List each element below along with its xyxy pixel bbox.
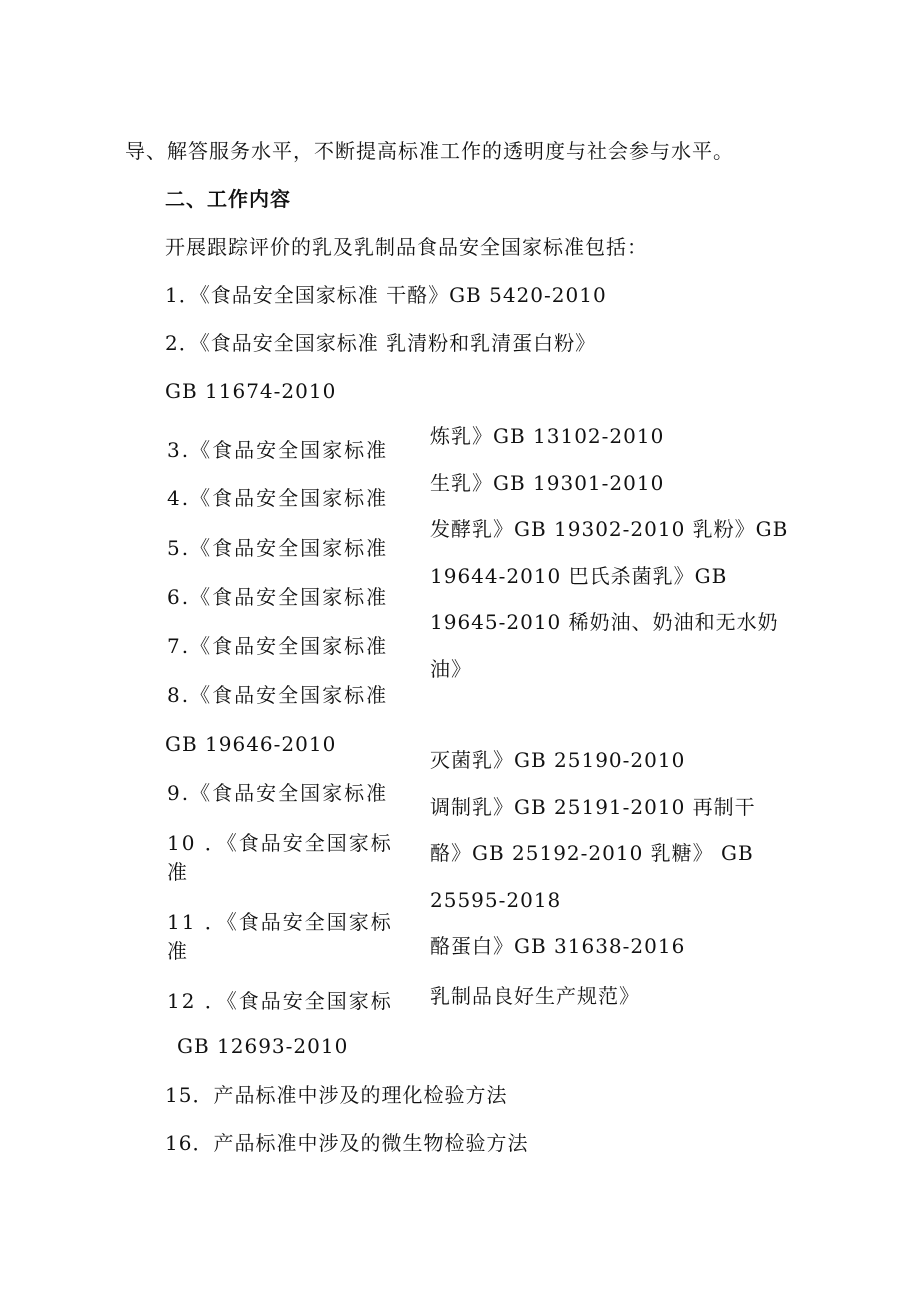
list-item-2: 2．《食品安全国家标准 乳清粉和乳清蛋白粉》 xyxy=(165,331,597,355)
list-item-11-wrap: 准 xyxy=(167,939,189,963)
standard-title-10: 调制乳》GB 25191-2010 再制干 xyxy=(430,795,756,819)
list-item-11-prefix: 11 ．《食品安全国家标 xyxy=(167,910,393,934)
standard-title-10-11: 酪》GB 25192-2010 乳糖》 GB xyxy=(430,841,754,865)
list-item-8-code: GB 19646-2010 xyxy=(165,732,337,756)
standard-title-3: 炼乳》GB 13102-2010 xyxy=(430,424,665,448)
list-item-1: 1．《食品安全国家标准 干酪》GB 5420-2010 xyxy=(165,283,607,307)
list-item-10-prefix: 10 ．《食品安全国家标 xyxy=(167,831,393,855)
list-item-15: 15．产品标准中涉及的理化检验方法 xyxy=(165,1083,508,1107)
standard-title-12: 酪蛋白》GB 31638-2016 xyxy=(430,934,686,958)
standard-title-4: 生乳》GB 19301-2010 xyxy=(430,471,665,495)
list-item-10-wrap: 准 xyxy=(167,860,189,884)
list-item-5-prefix: 5.《食品安全国家标准 xyxy=(167,536,389,560)
list-item-12-prefix: 12 ．《食品安全国家标 xyxy=(167,989,393,1013)
list-item-8-prefix: 8.《食品安全国家标准 xyxy=(167,683,389,707)
list-item-16: 16．产品标准中涉及的微生物检验方法 xyxy=(165,1131,529,1155)
standard-title-8-end: 油》 xyxy=(430,657,472,681)
list-item-2-code: GB 11674-2010 xyxy=(165,379,337,403)
standard-title-7-8: 19645-2010 稀奶油、奶油和无水奶 xyxy=(430,610,779,634)
standard-title-9: 灭菌乳》GB 25190-2010 xyxy=(430,748,686,772)
lead-paragraph: 开展跟踪评价的乳及乳制品食品安全国家标准包括： xyxy=(165,235,648,259)
standard-title-12-end: 乳制品良好生产规范》 xyxy=(430,984,640,1008)
list-item-12-code: GB 12693-2010 xyxy=(177,1034,349,1058)
standard-title-5-6: 发酵乳》GB 19302-2010 乳粉》GB xyxy=(430,517,789,541)
list-item-6-prefix: 6.《食品安全国家标准 xyxy=(167,585,389,609)
section-heading: 二、工作内容 xyxy=(165,187,291,211)
list-item-3-prefix: 3.《食品安全国家标准 xyxy=(167,438,389,462)
standard-title-6-7: 19644-2010 巴氏杀菌乳》GB xyxy=(430,564,728,588)
list-item-9-prefix: 9.《食品安全国家标准 xyxy=(167,781,389,805)
standard-title-11-code: 25595-2018 xyxy=(430,888,562,912)
intro-paragraph-tail: 导、解答服务水平，不断提高标准工作的透明度与社会参与水平。 xyxy=(125,139,734,163)
list-item-7-prefix: 7.《食品安全国家标准 xyxy=(167,634,389,658)
list-item-4-prefix: 4.《食品安全国家标准 xyxy=(167,486,389,510)
